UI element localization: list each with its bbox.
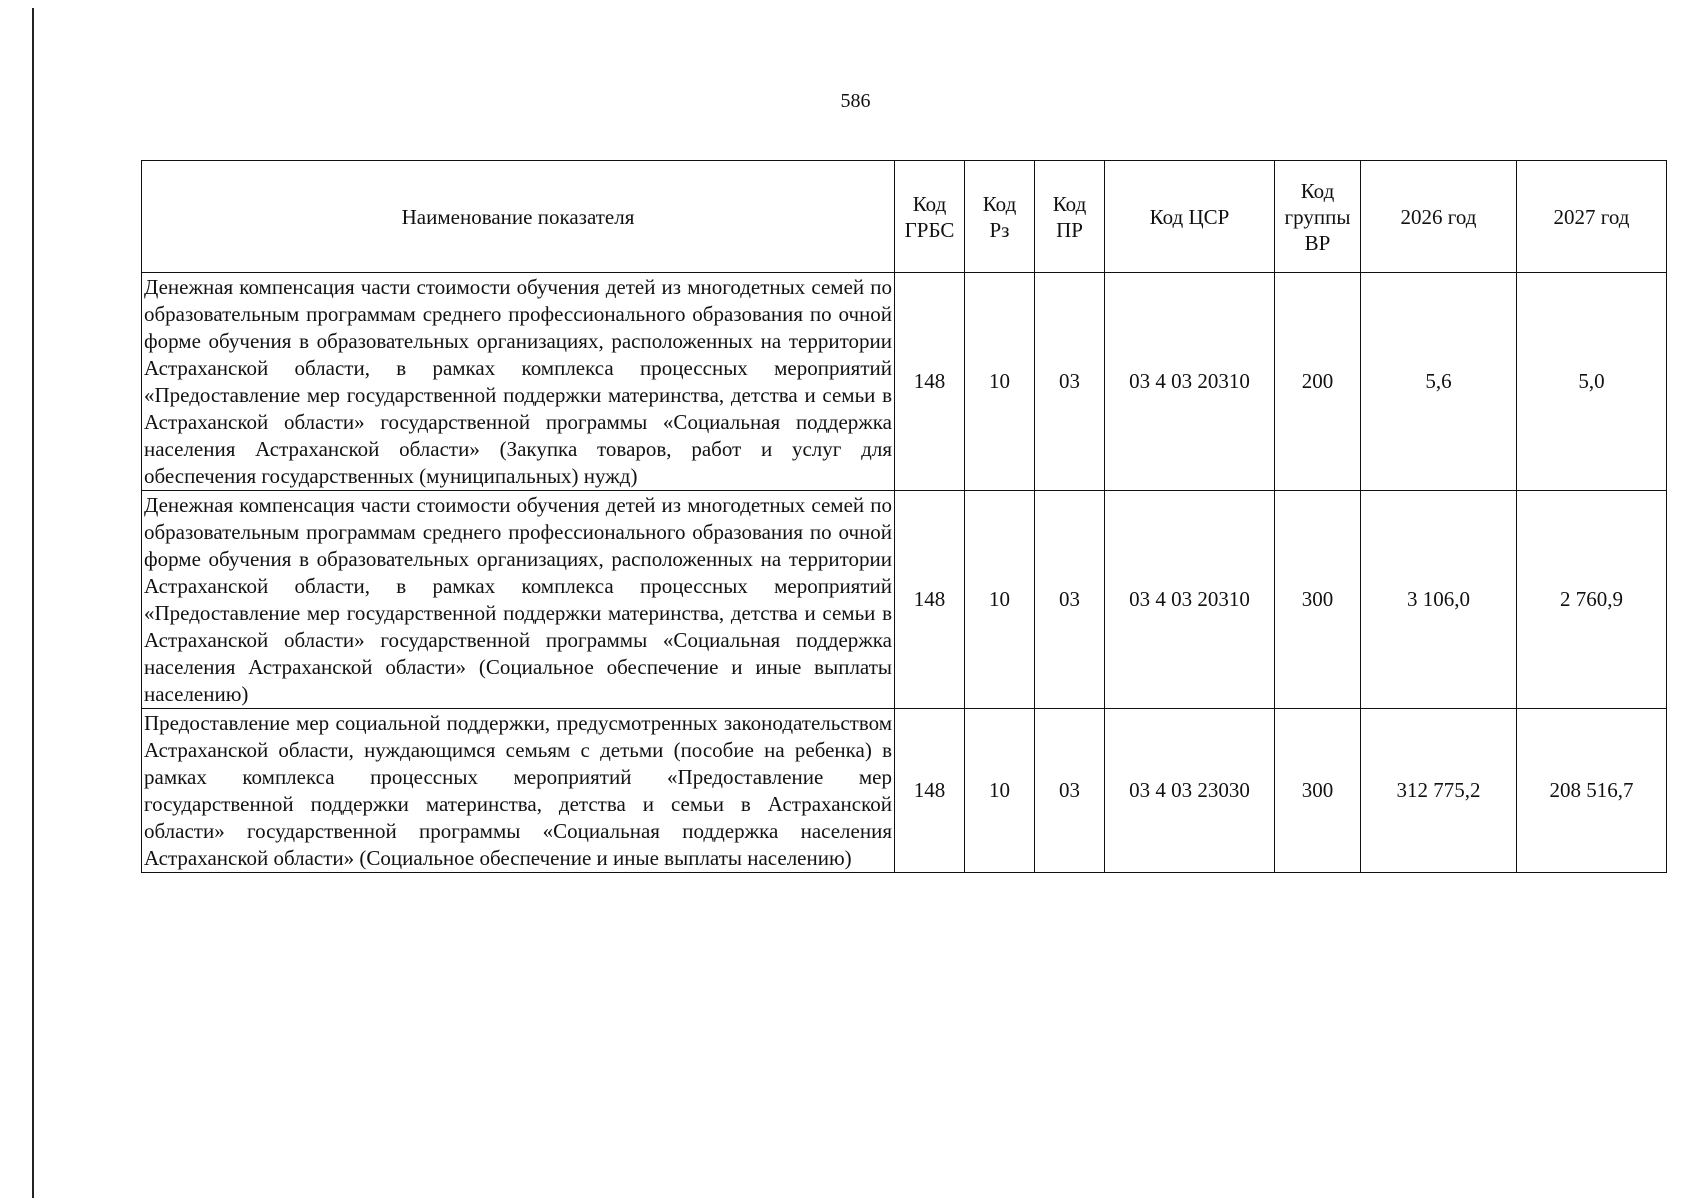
header-grbs-line-2: ГРБС	[904, 217, 955, 242]
header-2026: 2026 год	[1361, 161, 1517, 273]
header-rz	[965, 161, 1035, 273]
header-grbs	[895, 161, 965, 273]
table-row	[142, 709, 1667, 873]
row-pr-cell: 03	[1035, 491, 1105, 709]
budget-table	[141, 160, 1667, 873]
header-vr-line-3: ВР	[1304, 230, 1331, 255]
row-rz-cell: 10	[965, 491, 1035, 709]
row-grbs-cell: 148	[895, 273, 965, 491]
left-margin-rule	[32, 8, 34, 1198]
row-vr-cell: 200	[1275, 273, 1361, 491]
row-csr-cell: 03 4 03 20310	[1105, 273, 1275, 491]
table-row	[142, 491, 1667, 709]
row-rz-cell: 10	[965, 273, 1035, 491]
row-rz-cell: 10	[965, 709, 1035, 873]
header-grbs-line-1: Код	[912, 191, 947, 216]
table-header-row	[142, 161, 1667, 273]
row-2027-cell: 208 516,7	[1517, 709, 1667, 873]
header-vr-line-1: Код	[1300, 178, 1335, 203]
header-rz-line-2: Рз	[989, 217, 1010, 242]
row-grbs-cell: 148	[895, 491, 965, 709]
row-2026-cell: 5,6	[1361, 273, 1517, 491]
table-row	[142, 273, 1667, 491]
page-number: 586	[840, 90, 871, 112]
row-2027-cell: 5,0	[1517, 273, 1667, 491]
row-csr-cell: 03 4 03 23030	[1105, 709, 1275, 873]
row-grbs-cell: 148	[895, 709, 965, 873]
header-pr-line-1: Код	[1052, 191, 1087, 216]
row-name-cell: Денежная компенсация части стоимости обучения детей из многодетных семей по образовательным программам среднего профессионального образования по очной форме обучения в образовательных организациях, расположенных на территории Астраханской области, в рамках комплекса процессных мероприятий «Предоставление мер государственной поддержки материнства, детства и семьи в Астраханской области» государственной программы «Социальная поддержка населения Астраханской области» (Закупка товаров, работ и услуг для обеспечения государственных (муниципальных) нужд)	[142, 273, 895, 491]
row-vr-cell: 300	[1275, 491, 1361, 709]
row-2026-cell: 312 775,2	[1361, 709, 1517, 873]
row-pr-cell: 03	[1035, 273, 1105, 491]
row-vr-cell: 300	[1275, 709, 1361, 873]
header-vr	[1275, 161, 1361, 273]
row-pr-cell: 03	[1035, 709, 1105, 873]
header-csr: Код ЦСР	[1105, 161, 1275, 273]
header-pr-line-2: ПР	[1056, 217, 1083, 242]
header-name: Наименование показателя	[142, 161, 895, 273]
header-vr-line-2: группы	[1284, 204, 1351, 229]
header-rz-line-1: Код	[982, 191, 1017, 216]
row-csr-cell: 03 4 03 20310	[1105, 491, 1275, 709]
row-name-cell: Предоставление мер социальной поддержки, предусмотренных законодательством Астраханской области, нуждающимся семьям с детьми (пособие на ребенка) в рамках комплекса процессных мероприятий «Предоставление мер государственной поддержки материнства, детства и семьи в Астраханской области» государственной программы «Социальная поддержка населения Астраханской области» (Социальное обеспечение и иные выплаты населению)	[142, 709, 895, 873]
header-pr	[1035, 161, 1105, 273]
row-2027-cell: 2 760,9	[1517, 491, 1667, 709]
row-2026-cell: 3 106,0	[1361, 491, 1517, 709]
row-name-cell: Денежная компенсация части стоимости обучения детей из многодетных семей по образовательным программам среднего профессионального образования по очной форме обучения в образовательных организациях, расположенных на территории Астраханской области, в рамках комплекса процессных мероприятий «Предоставление мер государственной поддержки материнства, детства и семьи в Астраханской области» государственной программы «Социальная поддержка населения Астраханской области» (Социальное обеспечение и иные выплаты населению)	[142, 491, 895, 709]
header-2027: 2027 год	[1517, 161, 1667, 273]
